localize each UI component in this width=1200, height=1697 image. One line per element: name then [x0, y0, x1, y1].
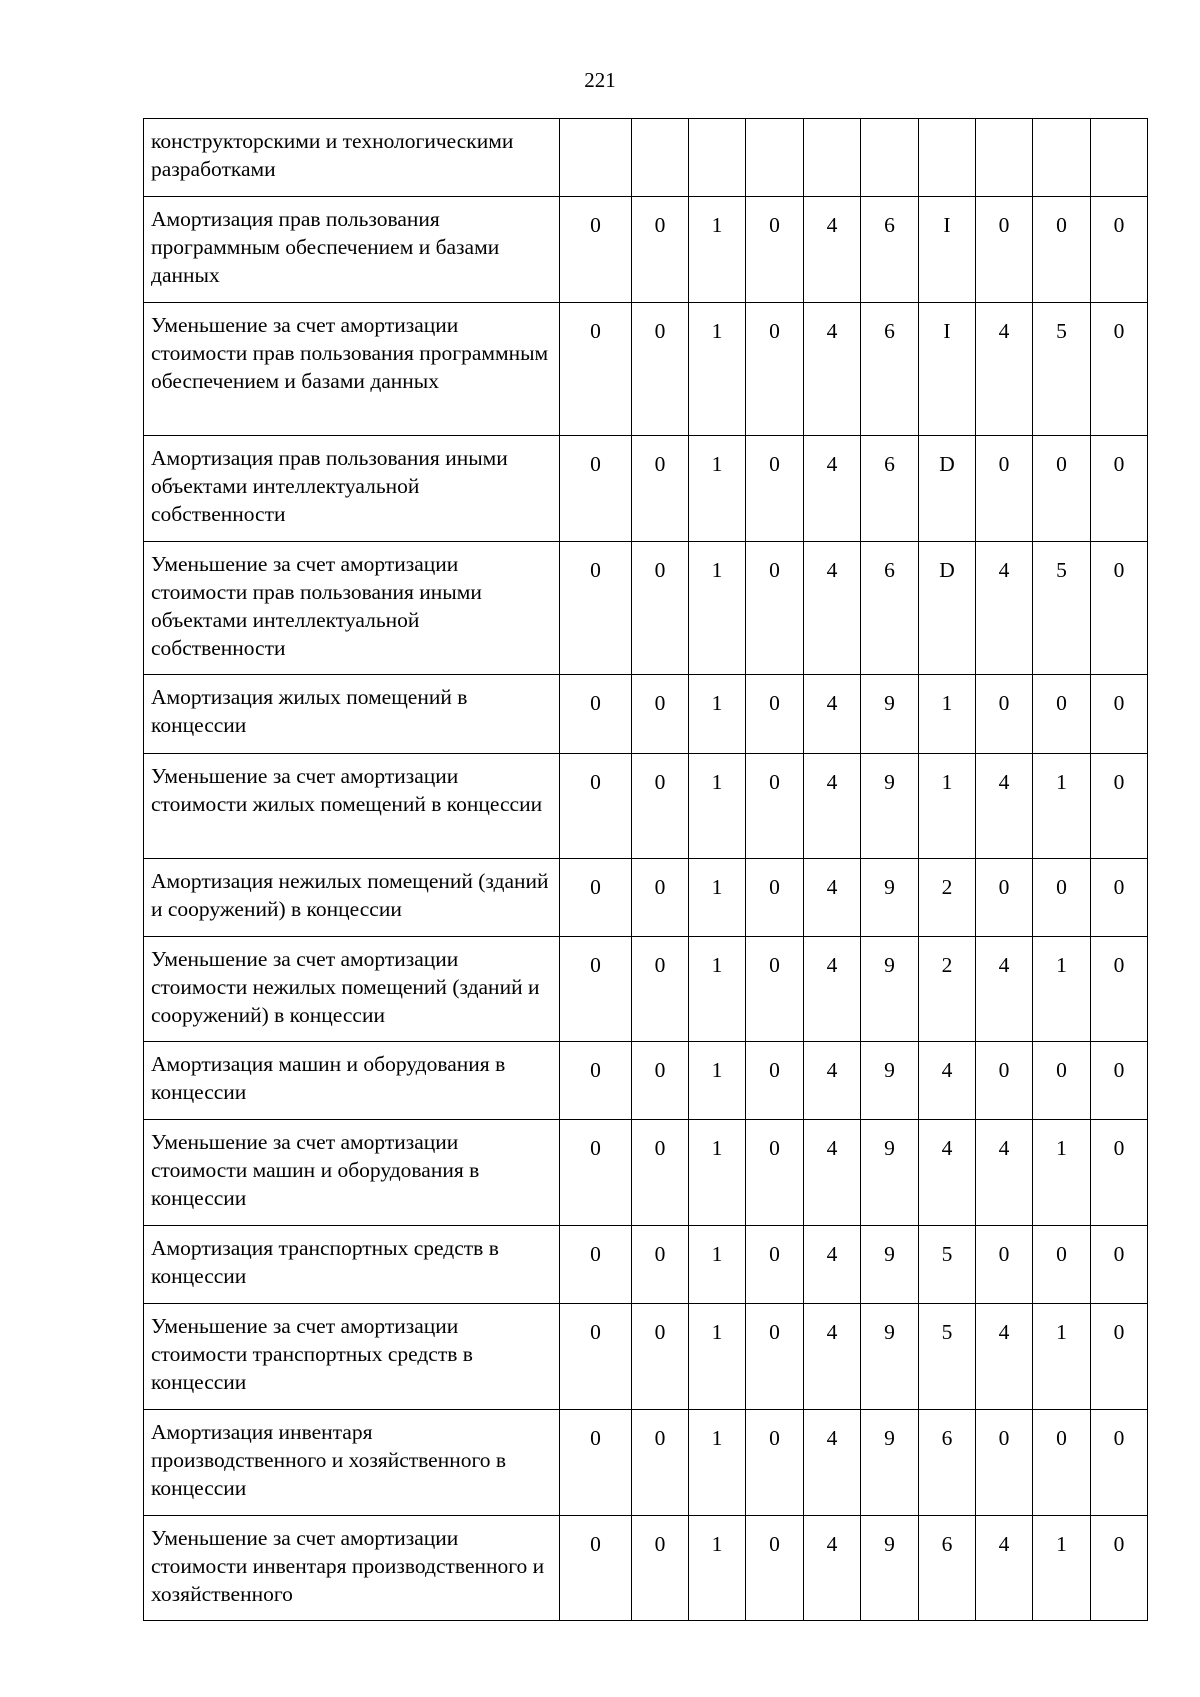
code-digit-3: 1	[689, 1120, 746, 1226]
code-digit-9: 0	[1033, 197, 1091, 303]
code-digit-9: 0	[1033, 1226, 1091, 1304]
code-digit-8: 4	[976, 754, 1033, 859]
code-digit-2: 0	[632, 754, 689, 859]
table-row	[144, 1120, 1148, 1226]
code-digit-4: 0	[746, 1304, 804, 1410]
code-digit-4: 0	[746, 303, 804, 436]
code-digit-6: 9	[861, 1226, 919, 1304]
code-digit-4: 0	[746, 754, 804, 859]
code-digit-10	[1091, 119, 1148, 197]
code-digit-9: 1	[1033, 754, 1091, 859]
code-digit-4: 0	[746, 1516, 804, 1621]
table-row	[144, 754, 1148, 859]
code-digit-7: D	[919, 542, 976, 675]
code-digit-3: 1	[689, 754, 746, 859]
code-digit-8: 4	[976, 1304, 1033, 1410]
code-digit-9: 0	[1033, 436, 1091, 542]
code-digit-3: 1	[689, 1042, 746, 1120]
table-row	[144, 859, 1148, 937]
code-digit-1: 0	[560, 303, 632, 436]
code-digit-5: 4	[804, 1226, 861, 1304]
code-digit-10: 0	[1091, 937, 1148, 1042]
code-digit-9	[1033, 119, 1091, 197]
code-digit-9: 0	[1033, 1410, 1091, 1516]
code-digit-7: 1	[919, 754, 976, 859]
code-digit-10: 0	[1091, 436, 1148, 542]
page-number: 221	[584, 68, 616, 92]
code-digit-9: 5	[1033, 303, 1091, 436]
code-digit-4: 0	[746, 1120, 804, 1226]
code-digit-5: 4	[804, 1120, 861, 1226]
code-digit-1: 0	[560, 675, 632, 754]
code-digit-7: 2	[919, 937, 976, 1042]
code-digit-2: 0	[632, 1120, 689, 1226]
code-digit-10: 0	[1091, 859, 1148, 937]
code-digit-4: 0	[746, 675, 804, 754]
code-digit-8: 4	[976, 1120, 1033, 1226]
row-label: Уменьшение за счет амортизации стоимости прав пользования иными объектами интеллектуальной собственности	[144, 542, 560, 675]
code-digit-1: 0	[560, 859, 632, 937]
code-digit-9: 1	[1033, 1516, 1091, 1621]
code-digit-7: I	[919, 303, 976, 436]
code-digit-6: 9	[861, 1042, 919, 1120]
code-digit-10: 0	[1091, 197, 1148, 303]
code-digit-1: 0	[560, 1304, 632, 1410]
code-digit-3: 1	[689, 1304, 746, 1410]
code-digit-7: 4	[919, 1120, 976, 1226]
code-digit-5: 4	[804, 675, 861, 754]
code-digit-6: 9	[861, 937, 919, 1042]
code-digit-3: 1	[689, 859, 746, 937]
code-digit-4: 0	[746, 1226, 804, 1304]
code-digit-4	[746, 119, 804, 197]
code-digit-2: 0	[632, 436, 689, 542]
code-digit-10: 0	[1091, 1410, 1148, 1516]
row-label: Амортизация машин и оборудования в концессии	[144, 1042, 560, 1120]
code-digit-7: 5	[919, 1304, 976, 1410]
code-digit-1: 0	[560, 1516, 632, 1621]
table-row	[144, 436, 1148, 542]
code-digit-1: 0	[560, 1042, 632, 1120]
code-digit-3: 1	[689, 1516, 746, 1621]
code-digit-10: 0	[1091, 542, 1148, 675]
code-digit-1: 0	[560, 436, 632, 542]
code-digit-10: 0	[1091, 754, 1148, 859]
code-digit-6: 6	[861, 197, 919, 303]
code-digit-5: 4	[804, 303, 861, 436]
code-digit-6: 6	[861, 542, 919, 675]
code-digit-9: 5	[1033, 542, 1091, 675]
code-digit-8: 0	[976, 436, 1033, 542]
code-digit-8	[976, 119, 1033, 197]
row-label: Уменьшение за счет амортизации стоимости нежилых помещений (зданий и сооружений) в концессии	[144, 937, 560, 1042]
code-digit-5: 4	[804, 754, 861, 859]
code-digit-7: I	[919, 197, 976, 303]
code-digit-4: 0	[746, 542, 804, 675]
code-digit-5: 4	[804, 436, 861, 542]
row-label: Уменьшение за счет амортизации стоимости инвентаря производственного и хозяйственного	[144, 1516, 560, 1621]
code-digit-1: 0	[560, 1410, 632, 1516]
row-label: Уменьшение за счет амортизации стоимости жилых помещений в концессии	[144, 754, 560, 859]
row-label: Уменьшение за счет амортизации стоимости прав пользования программным обеспечением и базами данных	[144, 303, 560, 436]
code-digit-3	[689, 119, 746, 197]
code-digit-2: 0	[632, 197, 689, 303]
row-label: Амортизация нежилых помещений (зданий и сооружений) в концессии	[144, 859, 560, 937]
code-digit-4: 0	[746, 859, 804, 937]
row-label: Амортизация жилых помещений в концессии	[144, 675, 560, 754]
code-digit-10: 0	[1091, 1516, 1148, 1621]
code-digit-8: 0	[976, 859, 1033, 937]
code-digit-5: 4	[804, 937, 861, 1042]
table-row	[144, 542, 1148, 675]
code-digit-7: D	[919, 436, 976, 542]
table-row	[144, 197, 1148, 303]
row-label: Уменьшение за счет амортизации стоимости транспортных средств в концессии	[144, 1304, 560, 1410]
code-digit-2: 0	[632, 859, 689, 937]
code-digit-2: 0	[632, 1226, 689, 1304]
table-row	[144, 937, 1148, 1042]
code-digit-8: 4	[976, 1516, 1033, 1621]
code-digit-6: 6	[861, 436, 919, 542]
code-digit-3: 1	[689, 436, 746, 542]
code-digit-10: 0	[1091, 1120, 1148, 1226]
code-digit-7: 5	[919, 1226, 976, 1304]
code-digit-5: 4	[804, 542, 861, 675]
table-row	[144, 1042, 1148, 1120]
code-digit-5: 4	[804, 1516, 861, 1621]
row-label: Амортизация инвентаря производственного и хозяйственного в концессии	[144, 1410, 560, 1516]
code-digit-4: 0	[746, 1042, 804, 1120]
code-digit-2: 0	[632, 1410, 689, 1516]
code-digit-2: 0	[632, 675, 689, 754]
code-digit-5: 4	[804, 197, 861, 303]
code-digit-9: 0	[1033, 1042, 1091, 1120]
code-digit-1	[560, 119, 632, 197]
code-digit-7: 6	[919, 1410, 976, 1516]
code-digit-6: 9	[861, 1304, 919, 1410]
code-digit-9: 1	[1033, 1304, 1091, 1410]
code-digit-3: 1	[689, 542, 746, 675]
code-digit-2: 0	[632, 937, 689, 1042]
table-row	[144, 303, 1148, 436]
code-digit-1: 0	[560, 754, 632, 859]
code-digit-6: 9	[861, 1410, 919, 1516]
row-label: Амортизация транспортных средств в концессии	[144, 1226, 560, 1304]
code-digit-8: 0	[976, 1042, 1033, 1120]
table-body	[144, 119, 1148, 1621]
code-digit-10: 0	[1091, 675, 1148, 754]
code-digit-5	[804, 119, 861, 197]
code-digit-8: 4	[976, 937, 1033, 1042]
code-digit-9: 1	[1033, 937, 1091, 1042]
code-digit-7: 2	[919, 859, 976, 937]
code-digit-6: 6	[861, 303, 919, 436]
code-digit-8: 4	[976, 303, 1033, 436]
code-digit-7: 6	[919, 1516, 976, 1621]
code-digit-9: 0	[1033, 859, 1091, 937]
row-label: Амортизация прав пользования программным обеспечением и базами данных	[144, 197, 560, 303]
row-label: конструкторскими и технологическими разработками	[144, 119, 560, 197]
code-digit-1: 0	[560, 1120, 632, 1226]
code-digit-5: 4	[804, 859, 861, 937]
table-row	[144, 1304, 1148, 1410]
table-row	[144, 1516, 1148, 1621]
code-digit-2: 0	[632, 542, 689, 675]
code-digit-8: 0	[976, 1226, 1033, 1304]
account-codes-table	[143, 118, 1148, 1621]
code-digit-3: 1	[689, 1410, 746, 1516]
code-digit-5: 4	[804, 1304, 861, 1410]
row-label: Амортизация прав пользования иными объектами интеллектуальной собственности	[144, 436, 560, 542]
code-digit-2: 0	[632, 1304, 689, 1410]
code-digit-4: 0	[746, 937, 804, 1042]
code-digit-10: 0	[1091, 1042, 1148, 1120]
code-digit-10: 0	[1091, 1226, 1148, 1304]
code-digit-6: 9	[861, 859, 919, 937]
code-digit-4: 0	[746, 436, 804, 542]
code-digit-2: 0	[632, 1042, 689, 1120]
code-digit-10: 0	[1091, 303, 1148, 436]
code-digit-3: 1	[689, 1226, 746, 1304]
code-digit-3: 1	[689, 675, 746, 754]
code-digit-10: 0	[1091, 1304, 1148, 1410]
code-digit-8: 0	[976, 1410, 1033, 1516]
code-digit-6: 9	[861, 675, 919, 754]
code-digit-9: 1	[1033, 1120, 1091, 1226]
code-digit-4: 0	[746, 197, 804, 303]
code-digit-4: 0	[746, 1410, 804, 1516]
code-digit-7	[919, 119, 976, 197]
code-digit-6: 9	[861, 754, 919, 859]
code-digit-8: 0	[976, 675, 1033, 754]
row-label: Уменьшение за счет амортизации стоимости машин и оборудования в концессии	[144, 1120, 560, 1226]
code-digit-6	[861, 119, 919, 197]
table-row	[144, 1410, 1148, 1516]
code-digit-8: 4	[976, 542, 1033, 675]
code-digit-3: 1	[689, 303, 746, 436]
code-digit-7: 1	[919, 675, 976, 754]
table-row	[144, 1226, 1148, 1304]
code-digit-3: 1	[689, 197, 746, 303]
code-digit-1: 0	[560, 1226, 632, 1304]
code-digit-6: 9	[861, 1516, 919, 1621]
code-digit-8: 0	[976, 197, 1033, 303]
table-row	[144, 119, 1148, 197]
code-digit-1: 0	[560, 937, 632, 1042]
code-digit-6: 9	[861, 1120, 919, 1226]
code-digit-7: 4	[919, 1042, 976, 1120]
table-row	[144, 675, 1148, 754]
code-digit-2	[632, 119, 689, 197]
code-digit-9: 0	[1033, 675, 1091, 754]
code-digit-1: 0	[560, 542, 632, 675]
code-digit-2: 0	[632, 303, 689, 436]
code-digit-3: 1	[689, 937, 746, 1042]
code-digit-2: 0	[632, 1516, 689, 1621]
code-digit-1: 0	[560, 197, 632, 303]
code-digit-5: 4	[804, 1042, 861, 1120]
code-digit-5: 4	[804, 1410, 861, 1516]
